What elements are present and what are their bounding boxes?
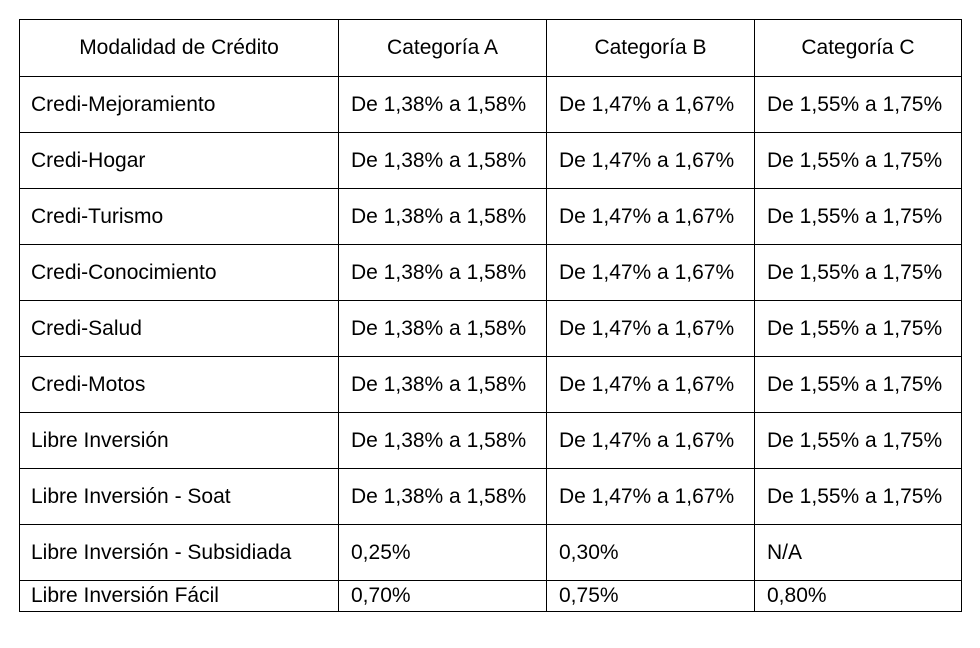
header-categoria-a: Categoría A <box>339 20 547 77</box>
cell-categoria-a: 0,25% <box>339 525 547 581</box>
cell-categoria-b: De 1,47% a 1,67% <box>547 77 755 133</box>
cell-categoria-b: De 1,47% a 1,67% <box>547 189 755 245</box>
cell-categoria-a: De 1,38% a 1,58% <box>339 77 547 133</box>
cell-categoria-b: De 1,47% a 1,67% <box>547 301 755 357</box>
cell-modalidad: Libre Inversión <box>20 413 339 469</box>
cell-categoria-a: 0,70% <box>339 581 547 612</box>
cell-modalidad: Credi-Mejoramiento <box>20 77 339 133</box>
table-row <box>20 77 962 133</box>
cell-categoria-b: De 1,47% a 1,67% <box>547 245 755 301</box>
cell-modalidad: Credi-Motos <box>20 357 339 413</box>
cell-categoria-a: De 1,38% a 1,58% <box>339 189 547 245</box>
table-row <box>20 357 962 413</box>
credit-rates-table <box>19 19 962 612</box>
table-row <box>20 245 962 301</box>
cell-modalidad: Credi-Turismo <box>20 189 339 245</box>
table-row <box>20 189 962 245</box>
cell-modalidad: Credi-Conocimiento <box>20 245 339 301</box>
cell-categoria-b: De 1,47% a 1,67% <box>547 133 755 189</box>
header-categoria-c: Categoría C <box>755 20 962 77</box>
cell-categoria-b: De 1,47% a 1,67% <box>547 469 755 525</box>
cell-modalidad: Credi-Salud <box>20 301 339 357</box>
cell-modalidad: Libre Inversión - Subsidiada <box>20 525 339 581</box>
cell-categoria-a: De 1,38% a 1,58% <box>339 133 547 189</box>
table-row <box>20 469 962 525</box>
table-row <box>20 413 962 469</box>
cell-categoria-c: De 1,55% a 1,75% <box>755 133 962 189</box>
cell-categoria-a: De 1,38% a 1,58% <box>339 245 547 301</box>
cell-categoria-c: De 1,55% a 1,75% <box>755 77 962 133</box>
table-header-row <box>20 20 962 77</box>
cell-categoria-b: 0,30% <box>547 525 755 581</box>
cell-categoria-c: De 1,55% a 1,75% <box>755 189 962 245</box>
cell-categoria-c: 0,80% <box>755 581 962 612</box>
cell-categoria-a: De 1,38% a 1,58% <box>339 357 547 413</box>
header-categoria-b: Categoría B <box>547 20 755 77</box>
cell-categoria-c: De 1,55% a 1,75% <box>755 469 962 525</box>
table-row <box>20 301 962 357</box>
cell-modalidad: Libre Inversión Fácil <box>20 581 339 612</box>
cell-categoria-c: De 1,55% a 1,75% <box>755 301 962 357</box>
table-row <box>20 581 962 612</box>
cell-categoria-c: De 1,55% a 1,75% <box>755 357 962 413</box>
cell-categoria-b: De 1,47% a 1,67% <box>547 413 755 469</box>
table-row <box>20 525 962 581</box>
table-row <box>20 133 962 189</box>
cell-categoria-a: De 1,38% a 1,58% <box>339 301 547 357</box>
cell-categoria-c: De 1,55% a 1,75% <box>755 413 962 469</box>
cell-modalidad: Credi-Hogar <box>20 133 339 189</box>
cell-modalidad: Libre Inversión - Soat <box>20 469 339 525</box>
cell-categoria-c: De 1,55% a 1,75% <box>755 245 962 301</box>
cell-categoria-a: De 1,38% a 1,58% <box>339 413 547 469</box>
cell-categoria-a: De 1,38% a 1,58% <box>339 469 547 525</box>
header-modalidad: Modalidad de Crédito <box>20 20 339 77</box>
cell-categoria-c: N/A <box>755 525 962 581</box>
cell-categoria-b: De 1,47% a 1,67% <box>547 357 755 413</box>
cell-categoria-b: 0,75% <box>547 581 755 612</box>
